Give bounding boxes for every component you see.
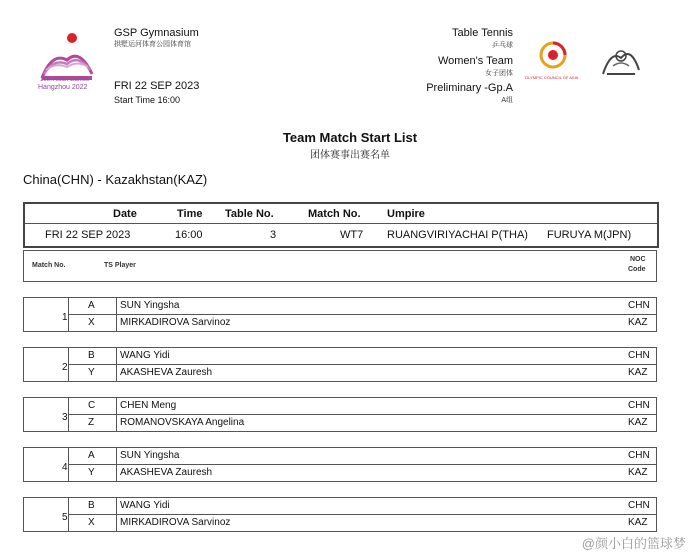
ts-letter: X	[88, 517, 95, 528]
list-header-ts-player: TS Player	[104, 262, 136, 269]
row-divider	[68, 314, 656, 315]
noc-code: CHN	[628, 300, 650, 311]
info-header-time: Time	[177, 208, 203, 220]
noc-code: CHN	[628, 400, 650, 411]
logo-text-1: 19th Asian Games	[40, 77, 90, 83]
list-header-match-no: Match No.	[32, 262, 66, 269]
match-number: 1	[62, 312, 68, 323]
match-block	[23, 497, 657, 532]
info-divider	[25, 223, 657, 224]
event-name-cn: 女子团体	[485, 70, 513, 77]
noc-code: CHN	[628, 350, 650, 361]
ts-divider	[116, 348, 117, 381]
match-block	[23, 347, 657, 382]
header-date: FRI 22 SEP 2023	[114, 80, 200, 92]
watermark: @颜小白的篮球梦	[581, 536, 686, 551]
noc-code: CHN	[628, 500, 650, 511]
list-header-code: Code	[628, 266, 646, 273]
noc-code: KAZ	[628, 467, 648, 478]
player-name: MIRKADIROVA Sarvinoz	[120, 517, 231, 528]
list-header-box	[23, 250, 657, 282]
match-number: 3	[62, 412, 68, 423]
info-time: 16:00	[175, 229, 203, 241]
info-match: WT7	[340, 229, 364, 241]
list-header-noc: NOC	[630, 256, 646, 263]
ts-letter: Z	[88, 417, 95, 428]
noc-code: KAZ	[628, 417, 648, 428]
info-umpire-1: RUANGVIRIYACHAI P(THA)	[387, 229, 528, 241]
player-name: CHEN Meng	[120, 400, 177, 411]
ts-letter: Y	[88, 367, 95, 378]
ts-divider	[116, 448, 117, 481]
player-name: AKASHEVA Zauresh	[120, 367, 213, 378]
ts-letter: X	[88, 317, 95, 328]
ts-letter: B	[88, 350, 95, 361]
info-table: 3	[270, 229, 277, 241]
player-name: ROMANOVSKAYA Angelina	[120, 417, 245, 428]
info-header-match: Match No.	[308, 208, 361, 220]
noc-code: CHN	[628, 450, 650, 461]
ts-letter: A	[88, 300, 95, 311]
document-title-cn: 团体赛事出赛名单	[310, 150, 390, 161]
player-name: SUN Yingsha	[120, 450, 180, 461]
logo-text-2: Hangzhou 2022	[38, 84, 88, 91]
ts-divider	[116, 498, 117, 531]
phase-name-cn: A组	[501, 97, 513, 104]
info-umpire-2: FURUYA M(JPN)	[547, 229, 632, 241]
player-name: AKASHEVA Zauresh	[120, 467, 213, 478]
sport-name: Table Tennis	[452, 27, 513, 39]
player-name: WANG Yidi	[120, 500, 170, 511]
match-info-box	[23, 202, 659, 248]
row-divider	[68, 364, 656, 365]
ts-letter: C	[88, 400, 96, 411]
player-name: SUN Yingsha	[120, 300, 180, 311]
row-divider	[68, 414, 656, 415]
match-block	[23, 397, 657, 432]
emblem-logo	[597, 40, 645, 80]
ts-letter: B	[88, 500, 95, 511]
phase-name: Preliminary -Gp.A	[426, 82, 513, 94]
match-number: 5	[62, 512, 68, 523]
player-name: MIRKADIROVA Sarvinoz	[120, 317, 231, 328]
oca-text: OLYMPIC COUNCIL OF ASIA	[525, 75, 579, 80]
header-start-time: Start Time 16:00	[114, 95, 181, 105]
document-title: Team Match Start List	[282, 130, 418, 145]
player-name: WANG Yidi	[120, 350, 170, 361]
teams-line: China(CHN) - Kazakhstan(KAZ)	[23, 172, 208, 187]
venue-name-cn: 拱墅运河体育公园体育馆	[114, 41, 191, 48]
noc-code: KAZ	[628, 367, 648, 378]
match-block	[23, 447, 657, 482]
info-header-table: Table No.	[225, 208, 274, 220]
event-name: Women's Team	[437, 55, 513, 67]
match-block	[23, 297, 657, 332]
oca-logo	[533, 40, 573, 76]
noc-code: KAZ	[628, 317, 648, 328]
row-divider	[68, 464, 656, 465]
venue-name: GSP Gymnasium	[114, 27, 199, 39]
noc-code: KAZ	[628, 517, 648, 528]
info-header-umpire: Umpire	[387, 208, 425, 220]
sport-name-cn: 乒乓球	[492, 42, 513, 49]
ts-letter: Y	[88, 467, 95, 478]
match-number: 4	[62, 462, 68, 473]
row-divider	[68, 514, 656, 515]
ts-divider	[116, 398, 117, 431]
ts-divider	[116, 298, 117, 331]
info-date: FRI 22 SEP 2023	[45, 229, 131, 241]
info-header-date: Date	[113, 208, 137, 220]
ts-letter: A	[88, 450, 95, 461]
match-number: 2	[62, 362, 68, 373]
